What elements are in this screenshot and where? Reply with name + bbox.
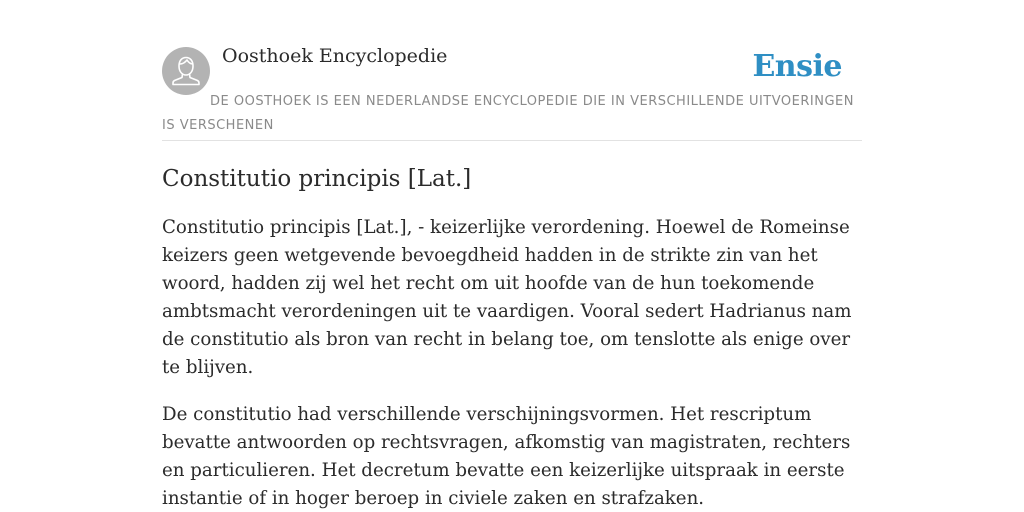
source-title[interactable]: Oosthoek Encyclopedie: [222, 45, 448, 67]
article-paragraph-1: Constitutio principis [Lat.], - keizerlijke verordening. Hoewel de Romeinse keizers geen wetgevende bevoegdheid hadden in de strikte zin van het woord, hadden zij wel het recht om uit hoofde van de hun toekomende ambtsmacht verordeningen uit te vaardigen. Vooral sedert Hadrianus nam de constitutio als bron van recht in belang toe, om tenslotte als enige over te blijven.: [162, 217, 852, 378]
article-title: Constitutio principis [Lat.]: [162, 166, 472, 192]
source-header: [162, 40, 862, 141]
article-paragraph-2: De constitutio had verschillende verschijningsvormen. Het rescriptum bevatte antwoorden op rechtsvragen, afkomstig van magistraten, rechters en particulieren. Het decretum bevatte een keizerlijke uitspraak in eerste instantie of in hoger beroep in civiele zaken en strafzaken.: [162, 404, 851, 509]
article: [162, 162, 862, 512]
brand-logo[interactable]: Ensie: [752, 49, 842, 84]
source-description: DE OOSTHOEK IS EEN NEDERLANDSE ENCYCLOPEDIE DIE IN VERSCHILLENDE UITVOERINGEN IS VERSCHENEN: [162, 94, 854, 133]
source-avatar[interactable]: [162, 47, 210, 95]
user-icon: [162, 47, 210, 95]
